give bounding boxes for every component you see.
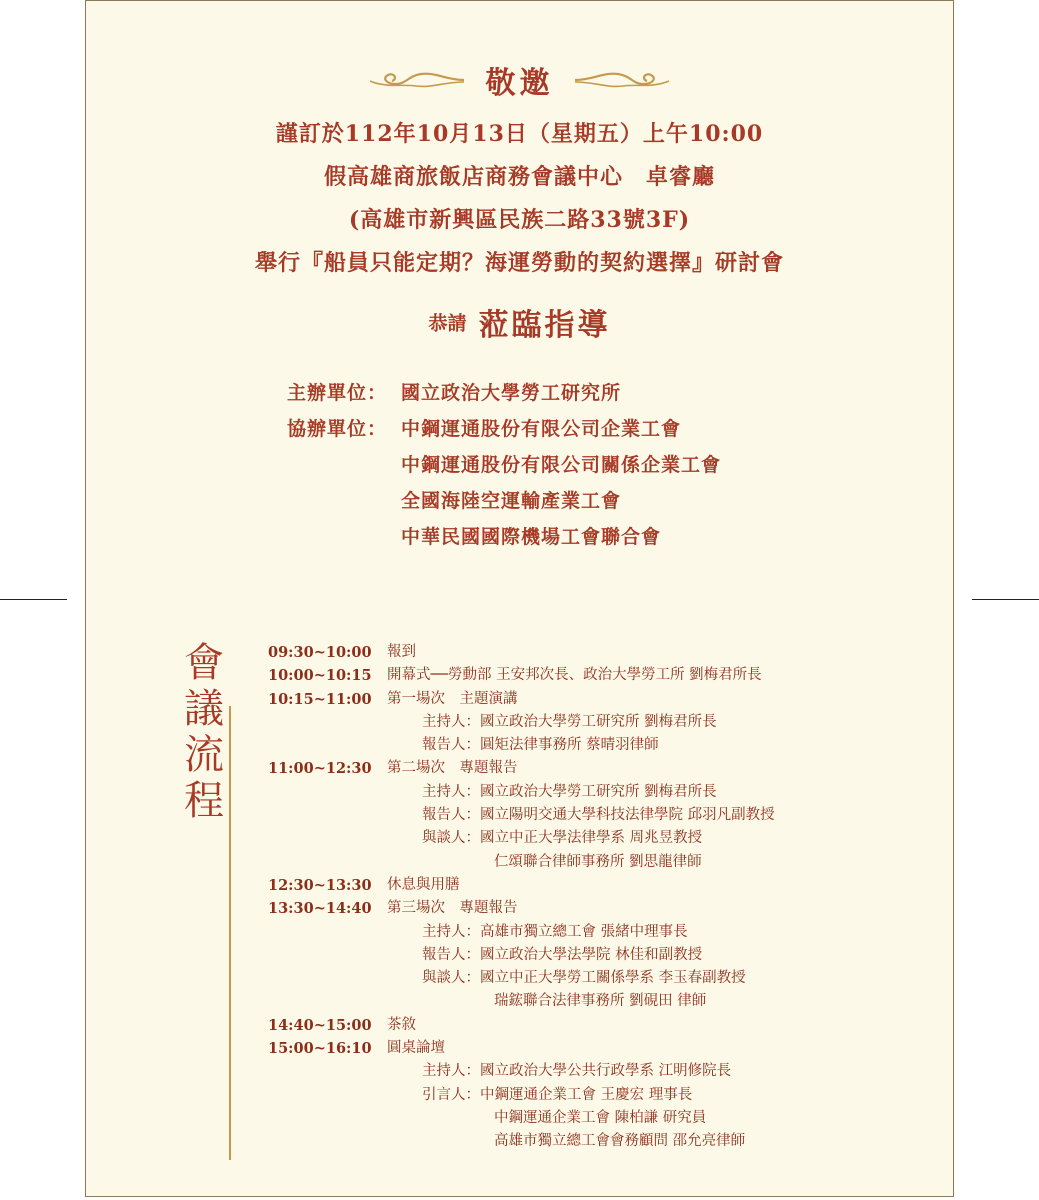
schedule-time: 13:30~14:40: [268, 900, 372, 918]
event-venue-line: 假高雄商旅飯店商務會議中心 卓睿廳: [323, 164, 715, 190]
crop-mark-right: [972, 599, 1039, 600]
right-flourish-icon: [573, 69, 673, 91]
schedule-row: [268, 757, 918, 780]
schedule-text: 茶敘: [387, 1016, 416, 1033]
schedule-row: [268, 804, 918, 827]
schedule-row: [268, 688, 918, 711]
invite-phrase: [0, 300, 1039, 344]
co-organizer-name: 中鋼運通股份有限公司關係企業工會: [401, 454, 722, 476]
schedule-row: [268, 1084, 918, 1107]
co-organizer-name: 中鋼運通股份有限公司企業工會: [401, 418, 682, 440]
schedule-row: [268, 734, 918, 757]
event-date-line: 謹訂於112年10月13日（星期五）上午10:00: [275, 121, 764, 147]
co-organizer-role: 協辦單位：: [287, 418, 388, 440]
schedule-text: 開幕式──勞動部 王安邦次長、政治大學勞工所 劉梅君所長: [387, 667, 762, 684]
schedule-row: [268, 641, 918, 664]
schedule-text: 與談人：國立中正大學法律學系 周兆昱教授: [422, 830, 703, 847]
schedule-row: [268, 944, 918, 967]
page-title: 敬邀: [485, 66, 554, 101]
left-flourish-icon: [366, 69, 466, 91]
schedule-text: 中鋼運通企業工會 陳柏謙 研究員: [494, 1109, 707, 1126]
schedule-text: 報到: [387, 644, 416, 660]
schedule-row: [268, 897, 918, 920]
schedule-text: 主持人：高雄市獨立總工會 張緒中理事長: [422, 923, 688, 940]
crop-mark-left: [0, 599, 67, 600]
agenda-schedule: [268, 641, 918, 1154]
schedule-row: [268, 921, 918, 944]
schedule-row: [268, 1107, 918, 1130]
schedule-row: [268, 1037, 918, 1060]
schedule-time: 10:00~10:15: [268, 667, 372, 685]
schedule-row: [268, 990, 918, 1013]
schedule-row: [268, 851, 918, 874]
schedule-time: 10:15~11:00: [268, 690, 372, 708]
schedule-row: [268, 874, 918, 897]
schedule-text: 仁頌聯合律師事務所 劉思龍律師: [494, 853, 702, 870]
schedule-text: 瑞鋐聯合法律事務所 劉硯田 律師: [494, 993, 707, 1010]
agenda-divider: [229, 706, 231, 1160]
schedule-text: 主持人：國立政治大學勞工研究所 劉梅君所長: [422, 713, 717, 730]
schedule-time: 11:00~12:30: [268, 760, 372, 778]
schedule-text: 與談人：國立中正大學勞工關係學系 李玉春副教授: [422, 970, 746, 987]
schedule-row: [268, 781, 918, 804]
invite-big: 蒞臨指導: [478, 308, 611, 343]
schedule-row: [268, 967, 918, 990]
schedule-text: 報告人：圓矩法律事務所 蔡晴羽律師: [422, 737, 659, 754]
schedule-text: 引言人：中鋼運通企業工會 王慶宏 理事長: [422, 1086, 693, 1103]
schedule-row: [268, 1014, 918, 1037]
schedule-text: 報告人：國立政治大學法學院 林佳和副教授: [422, 946, 703, 963]
schedule-text: 報告人：國立陽明交通大學科技法律學院 邱羽凡副教授: [422, 807, 775, 824]
schedule-time: 15:00~16:10: [268, 1040, 372, 1058]
organizer-role: 主辦單位：: [287, 382, 388, 404]
schedule-row: [268, 1130, 918, 1153]
schedule-text: 第一場次 主題演講: [387, 690, 518, 707]
schedule-text: 圓桌論壇: [387, 1040, 445, 1057]
agenda-title: 會 議 流 程: [184, 640, 224, 824]
schedule-row: [268, 711, 918, 734]
schedule-time: 12:30~13:30: [268, 876, 372, 894]
schedule-time: 14:40~15:00: [268, 1016, 372, 1034]
schedule-text: 休息與用膳: [387, 876, 460, 893]
event-address-line: (高雄市新興區民族二路33號3F): [348, 207, 691, 233]
schedule-text: 主持人：國立政治大學勞工研究所 劉梅君所長: [422, 783, 717, 800]
schedule-text: 主持人：國立政治大學公共行政學系 江明修院長: [422, 1063, 732, 1080]
organizer-name: 國立政治大學勞工研究所: [401, 382, 622, 404]
schedule-time: 09:30~10:00: [268, 644, 372, 661]
event-topic-line: 舉行『船員只能定期？海運勞動的契約選擇』研討會: [254, 250, 784, 276]
schedule-text: 高雄市獨立總工會會務顧問 邵允亮律師: [494, 1133, 746, 1150]
schedule-text: 第三場次 專題報告: [387, 900, 518, 917]
co-organizer-name: 全國海陸空運輸產業工會: [401, 490, 622, 512]
schedule-row: [268, 827, 918, 850]
title-row: [0, 58, 1039, 102]
invite-small: 恭請: [428, 312, 467, 335]
schedule-text: 第二場次 專題報告: [387, 760, 518, 777]
schedule-row: [268, 1060, 918, 1083]
schedule-row: [268, 664, 918, 687]
co-organizer-name: 中華民國國際機場工會聯合會: [401, 526, 662, 548]
